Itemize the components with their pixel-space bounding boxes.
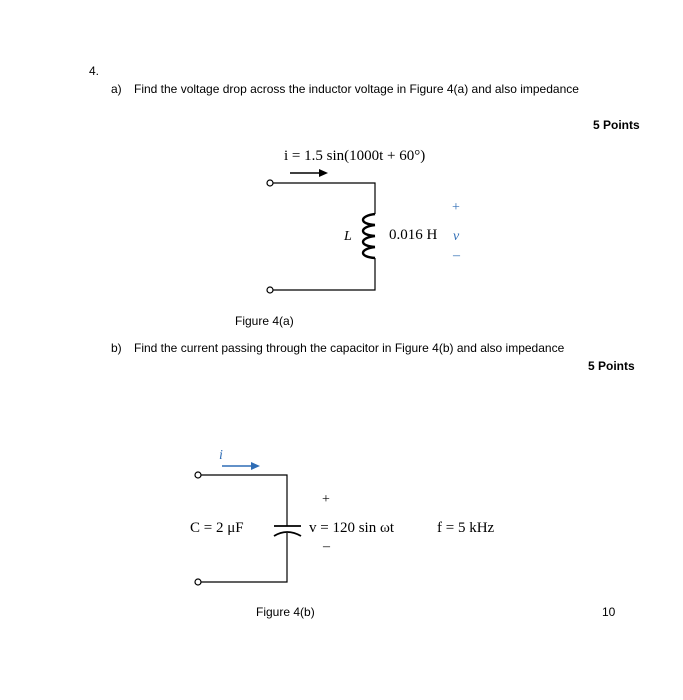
fig-a-minus: –	[453, 248, 460, 263]
question-number: 4.	[89, 64, 100, 78]
wire-top-a	[273, 183, 375, 214]
wire-bottom-a	[273, 258, 375, 290]
part-b-text: Find the current passing through the capacitor in Figure 4(b) and also impedance	[134, 341, 565, 355]
fig-a-current-label: i = 1.5 sin(1000t + 60°)	[284, 148, 426, 164]
figure-4a-circuit	[267, 173, 375, 293]
part-a-label: a)	[111, 82, 122, 96]
fig-a-inductor-value: 0.016 H	[389, 227, 438, 243]
fig-b-capacitor-label: C = 2 μF	[190, 520, 244, 536]
fig-b-frequency: f = 5 kHz	[437, 520, 495, 536]
fig-b-voltage-expr: v = 120 sin ωt	[309, 520, 395, 536]
current-arrow-a-head	[319, 169, 328, 177]
fig-a-caption: Figure 4(a)	[235, 314, 294, 328]
wire-bottom-b	[201, 533, 287, 582]
fig-b-minus: –	[323, 539, 330, 554]
part-b-points: 5 Points	[588, 359, 635, 373]
part-a-points: 5 Points	[593, 118, 640, 132]
fig-a-plus: +	[452, 200, 460, 215]
part-a-text: Find the voltage drop across the inductor voltage in Figure 4(a) and also impedance	[134, 82, 579, 96]
terminal-top-a	[267, 180, 273, 186]
figure-4b-circuit	[195, 472, 301, 585]
fig-b-current-label: i	[219, 448, 223, 463]
page-number: 10	[602, 605, 616, 619]
fig-a-inductor-symbol: L	[344, 229, 352, 244]
terminal-bottom-a	[267, 287, 273, 293]
fig-a-voltage-label: v	[453, 229, 460, 244]
fig-b-plus: +	[322, 492, 330, 507]
inductor-coil-icon	[363, 214, 375, 258]
terminal-bottom-b	[195, 579, 201, 585]
wire-top-b	[201, 475, 287, 526]
terminal-top-b	[195, 472, 201, 478]
fig-b-caption: Figure 4(b)	[256, 605, 315, 619]
current-arrow-b-head	[251, 462, 260, 470]
part-b-label: b)	[111, 341, 122, 355]
